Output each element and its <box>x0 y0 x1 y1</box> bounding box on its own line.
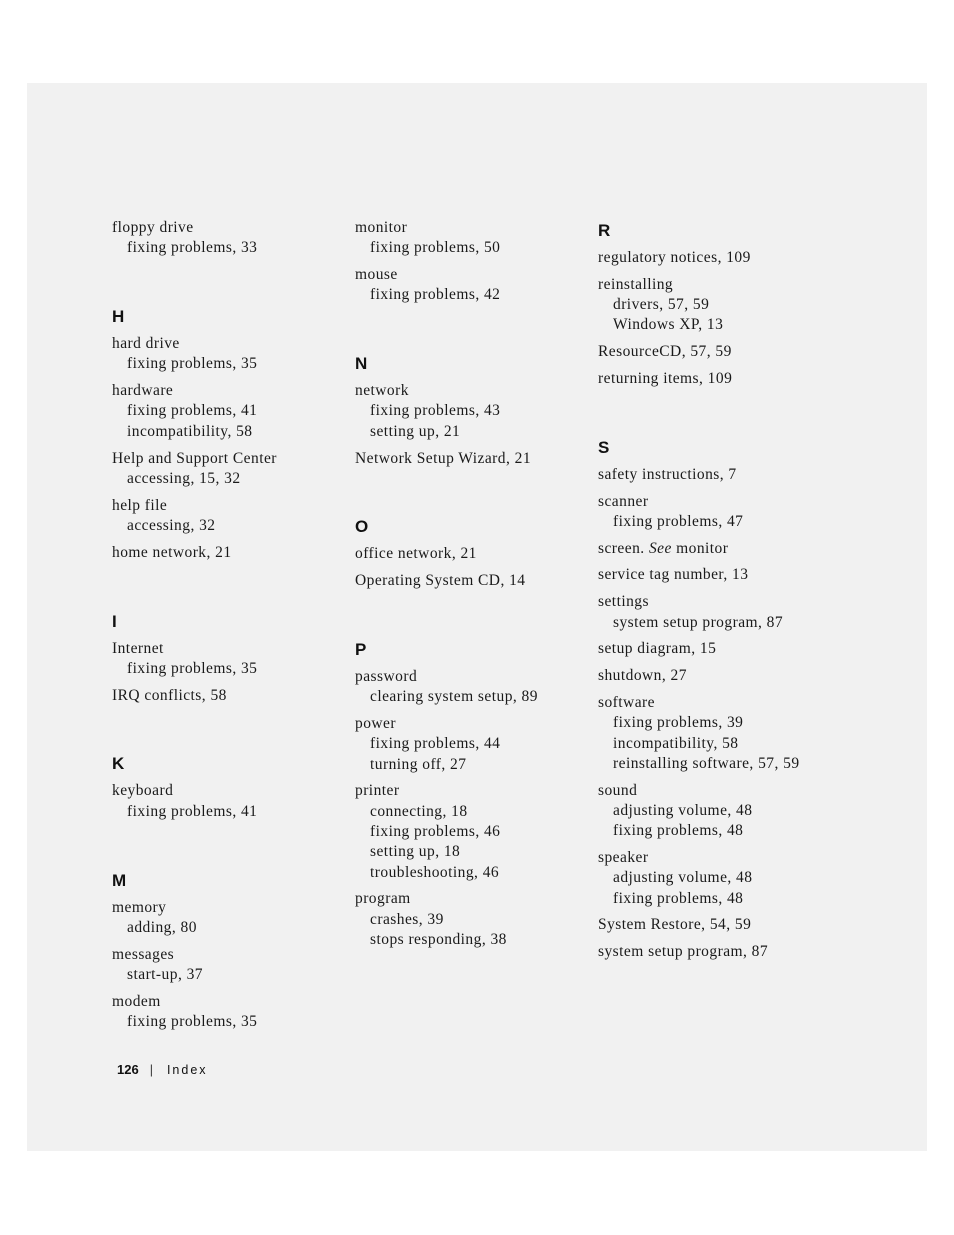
index-term: ResourceCD, 57, 59 <box>598 343 732 361</box>
index-section <box>112 570 352 706</box>
see-target: monitor <box>671 539 729 557</box>
index-column-3 <box>598 218 838 969</box>
index-subterm: adjusting volume, 48 <box>613 801 753 819</box>
index-entry <box>112 496 352 537</box>
index-term: network <box>355 382 409 400</box>
index-entry <box>112 686 352 706</box>
index-term: Help and Support Center <box>112 449 277 467</box>
section-spacer <box>355 312 595 351</box>
index-section <box>112 712 352 822</box>
section-label: Index <box>166 1063 208 1077</box>
section-spacer <box>112 712 352 751</box>
index-term: keyboard <box>112 782 174 800</box>
index-subterm: crashes, 39 <box>370 910 444 928</box>
index-column-1 <box>112 218 352 1039</box>
index-term: memory <box>112 898 167 916</box>
index-subterm: fixing problems, 33 <box>127 239 258 257</box>
index-term: safety instructions, 7 <box>598 465 737 483</box>
index-term: floppy drive <box>112 219 194 236</box>
index-term: printer <box>355 782 400 800</box>
index-term: modem <box>112 992 161 1010</box>
index-term: reinstalling <box>598 275 674 293</box>
index-subterm: fixing problems, 46 <box>370 823 501 841</box>
index-subterm: start-up, 37 <box>127 965 203 983</box>
index-entry <box>355 667 595 708</box>
index-subterm: system setup program, 87 <box>613 613 784 631</box>
index-term: office network, 21 <box>355 545 477 563</box>
index-term: program <box>355 890 411 908</box>
index-entry <box>355 449 595 469</box>
index-term: password <box>355 667 418 685</box>
index-entry <box>112 334 352 375</box>
section-letter: N <box>355 354 368 374</box>
page-footer <box>117 1061 208 1079</box>
index-entry <box>598 639 838 659</box>
index-entry <box>112 543 352 563</box>
index-entry <box>112 992 352 1033</box>
section-letter: H <box>112 307 125 327</box>
index-term: Network Setup Wizard, 21 <box>355 449 532 467</box>
index-entry <box>598 465 838 485</box>
index-entry <box>112 945 352 986</box>
index-subterm: drivers, 57, 59 <box>613 296 710 314</box>
index-subterm: troubleshooting, 46 <box>370 863 500 881</box>
footer-separator: | <box>149 1063 153 1077</box>
index-entry <box>598 565 838 585</box>
index-subterm: reinstalling software, 57, 59 <box>613 754 800 772</box>
index-subterm: fixing problems, 35 <box>127 355 258 373</box>
section-spacer <box>112 570 352 609</box>
index-entry <box>598 942 838 962</box>
index-subterm: adjusting volume, 48 <box>613 869 753 887</box>
index-subterm: fixing problems, 43 <box>370 402 501 420</box>
index-entry <box>355 218 595 259</box>
index-term: System Restore, 54, 59 <box>598 916 752 934</box>
index-term: hard drive <box>112 335 180 353</box>
section-spacer <box>112 265 352 304</box>
index-column-2 <box>355 218 595 957</box>
index-term: power <box>355 715 396 733</box>
index-subterm: fixing problems, 35 <box>127 1013 258 1031</box>
index-term: returning items, 109 <box>598 369 733 387</box>
index-section <box>598 396 838 963</box>
index-subterm: connecting, 18 <box>370 802 468 820</box>
section-spacer <box>112 829 352 868</box>
index-subterm: fixing problems, 50 <box>370 239 501 257</box>
index-entry <box>598 848 838 909</box>
index-entry <box>355 714 595 775</box>
index-subterm: incompatibility, 58 <box>127 422 253 440</box>
index-entry <box>355 571 595 591</box>
index-section <box>355 218 595 306</box>
index-entry <box>355 265 595 306</box>
index-section <box>112 829 352 1033</box>
index-term: mouse <box>355 266 398 284</box>
index-subterm: adding, 80 <box>127 918 197 936</box>
section-letter: I <box>112 611 117 631</box>
index-term: service tag number, 13 <box>598 566 749 584</box>
index-entry <box>355 381 595 442</box>
index-subterm: stops responding, 38 <box>370 931 507 949</box>
index-entry <box>355 544 595 564</box>
index-term: shutdown, 27 <box>598 667 687 685</box>
index-term: regulatory notices, 109 <box>598 249 751 266</box>
index-entry <box>112 218 352 259</box>
index-term: software <box>598 693 655 711</box>
index-entry <box>598 915 838 935</box>
section-letter: K <box>112 754 125 774</box>
index-entry <box>598 275 838 336</box>
index-entry <box>355 781 595 882</box>
index-entry <box>598 492 838 533</box>
index-entry <box>598 592 838 633</box>
index-section <box>355 598 595 950</box>
index-entry <box>112 449 352 490</box>
index-entry <box>598 666 838 686</box>
index-term: Operating System CD, 14 <box>355 572 526 590</box>
index-term: Internet <box>112 639 164 657</box>
index-subterm: incompatibility, 58 <box>613 734 739 752</box>
section-spacer <box>598 396 838 435</box>
index-subterm: fixing problems, 48 <box>613 889 744 907</box>
index-entry <box>598 369 838 389</box>
index-subterm: turning off, 27 <box>370 755 467 773</box>
index-term: monitor <box>355 219 408 236</box>
index-subterm: fixing problems, 42 <box>370 286 501 304</box>
index-section <box>112 265 352 563</box>
index-subterm: accessing, 32 <box>127 516 216 534</box>
index-term-text: screen. <box>598 539 649 557</box>
section-letter: O <box>355 517 369 537</box>
index-section <box>112 218 352 259</box>
index-subterm: fixing problems, 47 <box>613 512 744 530</box>
index-subterm: fixing problems, 44 <box>370 735 501 753</box>
index-term: sound <box>598 781 638 799</box>
index-subterm: accessing, 15, 32 <box>127 469 241 487</box>
index-entry <box>598 342 838 362</box>
index-entry <box>112 639 352 680</box>
index-subterm: Windows XP, 13 <box>613 316 724 334</box>
index-term: settings <box>598 593 649 611</box>
index-term: messages <box>112 945 175 963</box>
index-subterm: fixing problems, 41 <box>127 402 258 420</box>
section-letter: R <box>598 221 611 240</box>
index-term: IRQ conflicts, 58 <box>112 686 227 704</box>
index-subterm: clearing system setup, 89 <box>370 688 538 706</box>
index-subterm: fixing problems, 39 <box>613 714 744 732</box>
index-subterm: setting up, 18 <box>370 843 461 861</box>
index-entry <box>355 889 595 950</box>
index-section <box>355 475 595 591</box>
index-entry <box>598 781 838 842</box>
index-entry <box>598 539 838 559</box>
see-reference: See <box>648 539 672 557</box>
index-subterm: fixing problems, 41 <box>127 802 258 820</box>
index-entry <box>598 248 838 268</box>
index-subterm: fixing problems, 48 <box>613 822 744 840</box>
index-section <box>598 218 838 389</box>
index-entry <box>598 693 838 774</box>
index-term: hardware <box>112 382 174 400</box>
index-entry <box>112 781 352 822</box>
section-letter: M <box>112 870 127 890</box>
section-spacer <box>355 475 595 514</box>
index-entry <box>112 381 352 442</box>
index-term: help file <box>112 496 168 514</box>
index-term <box>598 539 838 559</box>
section-spacer <box>355 598 595 637</box>
index-subterm: setting up, 21 <box>370 422 461 440</box>
index-term: speaker <box>598 849 649 867</box>
index-term: system setup program, 87 <box>598 943 769 961</box>
index-subterm: fixing problems, 35 <box>127 659 258 677</box>
index-term: scanner <box>598 492 649 510</box>
section-letter: S <box>598 437 610 457</box>
index-term: home network, 21 <box>112 543 232 561</box>
index-term: setup diagram, 15 <box>598 640 717 658</box>
section-letter: P <box>355 639 367 659</box>
page-number: 126 <box>117 1062 139 1077</box>
index-section <box>355 312 595 469</box>
index-entry <box>112 898 352 939</box>
